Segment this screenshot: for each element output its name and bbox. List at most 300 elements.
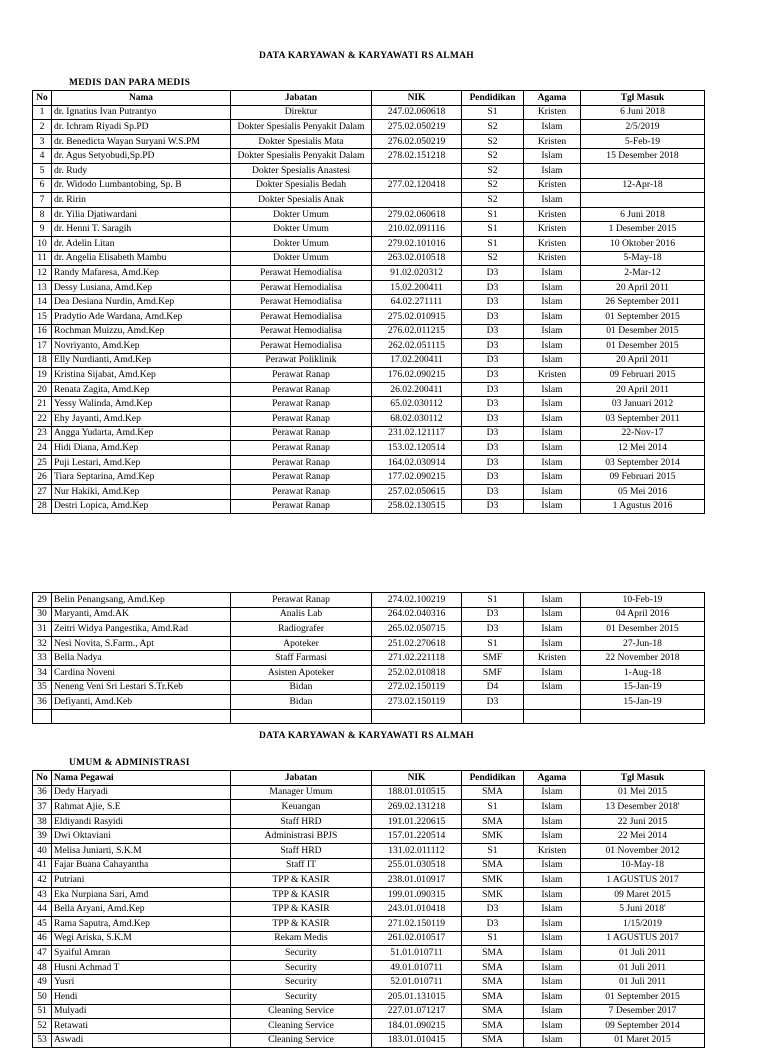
cell-nik: 231.02.121117 [372,426,462,441]
cell-no: 41 [33,858,52,873]
cell-nama: Bella Nadya [52,651,231,666]
cell-nama: Rahmat Ajie, S.E [52,800,231,815]
cell-pendidikan: S2 [462,149,524,164]
cell-agama: Islam [524,593,581,608]
cell-nik: 238.01.010917 [372,873,462,888]
cell-agama: Islam [524,1004,581,1019]
cell-nik: 276.02.011215 [372,324,462,339]
cell-jabatan: Administrasi BPJS [231,829,372,844]
table-row [33,368,705,383]
cell-pendidikan: S1 [462,843,524,858]
cell-no: 6 [33,178,52,193]
cell-nik: 258.02.130515 [372,499,462,514]
cell-jabatan: Perawat Hemodialisa [231,295,372,310]
cell-nik: 278.02.151218 [372,149,462,164]
table-row [33,309,705,324]
cell-nama: Bella Aryani, Amd.Kep [52,902,231,917]
cell-agama: Islam [524,339,581,354]
cell-nama: dr. Agus Setyobudi,Sp.PD [52,149,231,164]
cell-tgl-masuk: 01 Desember 2015 [581,622,705,637]
cell-no: 37 [33,800,52,815]
cell-no: 28 [33,499,52,514]
cell-no: 17 [33,339,52,354]
cell-nik: 131.02.011112 [372,843,462,858]
cell-tgl-masuk: 15-Jan-19 [581,680,705,695]
table-row [33,178,705,193]
table-row [33,382,705,397]
cell-nik [372,193,462,208]
col-header-jabatan: Jabatan [231,91,372,106]
cell-nama: Melisa Juniarti, S.K.M [52,843,231,858]
cell-nama: Eka Nurpiana Sari, Amd [52,887,231,902]
cell-pendidikan: D3 [462,339,524,354]
cell-jabatan: Perawat Hemodialisa [231,324,372,339]
cell-pendidikan: D3 [462,309,524,324]
cell-nama: dr. Rudy [52,163,231,178]
cell-jabatan: Perawat Ranap [231,485,372,500]
table-row [33,1019,705,1034]
cell-tgl-masuk: 10-May-18 [581,858,705,873]
cell-jabatan: Dokter Spesialis Bedah [231,178,372,193]
cell-pendidikan: SMF [462,665,524,680]
cell-tgl-masuk: 15 Desember 2018 [581,149,705,164]
cell-no: 27 [33,485,52,500]
cell-tgl-masuk: 05 Mei 2016 [581,485,705,500]
cell-agama [524,709,581,724]
cell-nik: 68.02.030112 [372,412,462,427]
cell-tgl-masuk: 27-Jun-18 [581,636,705,651]
cell-pendidikan: SMA [462,858,524,873]
cell-no: 13 [33,280,52,295]
cell-pendidikan: D3 [462,499,524,514]
cell-nama: Tiara Septarina, Amd.Kep [52,470,231,485]
cell-nama: Novriyanto, Amd.Kep [52,339,231,354]
cell-nama: Aswadi [52,1033,231,1048]
cell-tgl-masuk: 01 Juli 2011 [581,960,705,975]
cell-nik: 15.02.200411 [372,280,462,295]
cell-no: 2 [33,120,52,135]
cell-tgl-masuk: 22 Juni 2015 [581,814,705,829]
cell-pendidikan: S1 [462,105,524,120]
cell-agama: Kristen [524,368,581,383]
table-row [33,814,705,829]
cell-pendidikan: D3 [462,441,524,456]
table-row [33,222,705,237]
cell-jabatan: Dokter Spesialis Mata [231,134,372,149]
cell-agama: Islam [524,1033,581,1048]
cell-pendidikan: SMA [462,814,524,829]
table-row [33,931,705,946]
cell-no: 35 [33,680,52,695]
cell-jabatan: Dokter Spesialis Anak [231,193,372,208]
cell-pendidikan: SMA [462,1019,524,1034]
table-row [33,280,705,295]
cell-agama: Islam [524,397,581,412]
cell-jabatan: Perawat Ranap [231,593,372,608]
cell-pendidikan: D3 [462,412,524,427]
cell-nik: 279.02.060618 [372,207,462,222]
cell-no: 4 [33,149,52,164]
col-header-nama: Nama [52,91,231,106]
cell-nik: 276.02.050219 [372,134,462,149]
cell-nama: Belin Penangsang, Amd.Kep [52,593,231,608]
cell-nama: dr. Henni T. Saragih [52,222,231,237]
cell-tgl-masuk: 04 April 2016 [581,607,705,622]
table-row [33,916,705,931]
cell-tgl-masuk: 20 April 2011 [581,280,705,295]
cell-jabatan: Perawat Ranap [231,382,372,397]
cell-pendidikan: S1 [462,593,524,608]
cell-agama: Islam [524,989,581,1004]
cell-tgl-masuk: 12 Mei 2014 [581,441,705,456]
cell-nama: dr. Ririn [52,193,231,208]
cell-nama: Rama Saputra, Amd.Kep [52,916,231,931]
table-row [33,902,705,917]
cell-nik: 188.01.010515 [372,785,462,800]
cell-nik: 199.01.090315 [372,887,462,902]
cell-jabatan: Perawat Ranap [231,368,372,383]
cell-agama: Islam [524,324,581,339]
cell-agama: Islam [524,1019,581,1034]
cell-nik: 64.02.271111 [372,295,462,310]
cell-tgl-masuk: 01 November 2012 [581,843,705,858]
cell-agama: Islam [524,829,581,844]
cell-pendidikan: S2 [462,193,524,208]
cell-no: 22 [33,412,52,427]
table-row [33,665,705,680]
cell-agama: Islam [524,426,581,441]
cell-tgl-masuk: 01 Juli 2011 [581,946,705,961]
cell-nama: Zeitri Widya Pangestika, Amd.Rad [52,622,231,637]
cell-agama: Kristen [524,105,581,120]
cell-no: 24 [33,441,52,456]
cell-nik: 17.02.200411 [372,353,462,368]
cell-no [33,709,52,724]
cell-agama: Islam [524,665,581,680]
cell-nik: 227.01.071217 [372,1004,462,1019]
cell-no: 40 [33,843,52,858]
cell-nama: Renata Zagita, Amd.Kep [52,382,231,397]
cell-nama: Retawati [52,1019,231,1034]
cell-agama: Islam [524,455,581,470]
cell-pendidikan: S2 [462,120,524,135]
cell-jabatan: Cleaning Service [231,1033,372,1048]
col-header-tgl-masuk: Tgl Masuk [581,771,705,786]
table-row [33,1033,705,1048]
cell-nama: Yusri [52,975,231,990]
cell-jabatan: Rekam Medis [231,931,372,946]
cell-pendidikan: SMA [462,1004,524,1019]
cell-no: 45 [33,916,52,931]
cell-agama: Islam [524,485,581,500]
cell-nama: Pradytio Ade Wardana, Amd.Kep [52,309,231,324]
cell-nama: Destri Lopica, Amd.Kep [52,499,231,514]
cell-agama: Islam [524,931,581,946]
cell-jabatan: Dokter Umum [231,222,372,237]
cell-jabatan: Security [231,975,372,990]
cell-no: 10 [33,236,52,251]
cell-no: 36 [33,695,52,710]
cell-no: 1 [33,105,52,120]
cell-nik: 262.02.051115 [372,339,462,354]
cell-pendidikan: D3 [462,455,524,470]
cell-nama: Wegi Ariska, S.K.M [52,931,231,946]
table-row [33,843,705,858]
cell-nik: 247.02.060618 [372,105,462,120]
cell-jabatan: Bidan [231,680,372,695]
table-row [33,105,705,120]
cell-tgl-masuk: 22 Mei 2014 [581,829,705,844]
cell-nama: Dea Desiana Nurdin, Amd.Kep [52,295,231,310]
cell-tgl-masuk: 5-May-18 [581,251,705,266]
table-row [33,295,705,310]
table-row [33,441,705,456]
col-header-pendidikan: Pendidikan [462,771,524,786]
cell-pendidikan: D3 [462,382,524,397]
cell-agama: Kristen [524,134,581,149]
cell-jabatan: Security [231,989,372,1004]
cell-tgl-masuk: 22-Nov-17 [581,426,705,441]
table-row [33,975,705,990]
table-header-row [33,91,705,106]
cell-no: 21 [33,397,52,412]
cell-pendidikan: S1 [462,236,524,251]
cell-jabatan: Dokter Spesialis Penyakit Dalam [231,120,372,135]
cell-tgl-masuk: 03 September 2011 [581,412,705,427]
cell-jabatan: TPP & KASIR [231,902,372,917]
cell-agama: Islam [524,680,581,695]
col-header-agama: Agama [524,771,581,786]
cell-tgl-masuk: 20 April 2011 [581,382,705,397]
cell-agama: Islam [524,916,581,931]
cell-agama: Islam [524,470,581,485]
cell-pendidikan: D3 [462,695,524,710]
table-row [33,636,705,651]
cell-pendidikan: D3 [462,280,524,295]
table-row [33,607,705,622]
cell-no: 26 [33,470,52,485]
cell-tgl-masuk: 6 Juni 2018 [581,207,705,222]
cell-jabatan: Asisten Apoteker [231,665,372,680]
cell-jabatan: TPP & KASIR [231,916,372,931]
cell-pendidikan: D3 [462,397,524,412]
cell-agama: Islam [524,946,581,961]
cell-agama: Kristen [524,178,581,193]
cell-nama: Angga Yudarta, Amd.Kep [52,426,231,441]
cell-tgl-masuk: 03 September 2014 [581,455,705,470]
cell-tgl-masuk: 01 Desember 2015 [581,324,705,339]
cell-nama: Mulyadi [52,1004,231,1019]
cell-tgl-masuk: 10-Feb-19 [581,593,705,608]
cell-agama: Islam [524,441,581,456]
cell-nik: 277.02.120418 [372,178,462,193]
cell-nik: 261.02.010517 [372,931,462,946]
cell-nama: dr. Angelia Elisabeth Mambu [52,251,231,266]
cell-pendidikan: D3 [462,426,524,441]
cell-nama: Rochman Muizzu, Amd.Kep [52,324,231,339]
cell-agama [524,695,581,710]
cell-tgl-masuk: 10 Oktober 2016 [581,236,705,251]
col-header-nik: NIK [372,771,462,786]
cell-no: 14 [33,295,52,310]
table-row [33,651,705,666]
cell-agama: Islam [524,193,581,208]
cell-pendidikan: D3 [462,470,524,485]
cell-tgl-masuk: 09 Februari 2015 [581,368,705,383]
cell-tgl-masuk: 1/15/2019 [581,916,705,931]
cell-tgl-masuk: 20 April 2011 [581,353,705,368]
cell-tgl-masuk: 09 Maret 2015 [581,887,705,902]
cell-nik: 243.01.010418 [372,902,462,917]
cell-jabatan: Analis Lab [231,607,372,622]
cell-agama: Islam [524,607,581,622]
cell-tgl-masuk: 1 AGUSTUS 2017 [581,931,705,946]
cell-tgl-masuk: 1-Aug-18 [581,665,705,680]
cell-tgl-masuk: 01 Maret 2015 [581,1033,705,1048]
cell-nama: dr. Ignatius Ivan Putrantyo [52,105,231,120]
cell-nama: Dedy Haryadi [52,785,231,800]
cell-jabatan: Security [231,960,372,975]
cell-nik: 177.02.090215 [372,470,462,485]
cell-no: 44 [33,902,52,917]
col-header-nik: NIK [372,91,462,106]
cell-tgl-masuk: 01 Mei 2015 [581,785,705,800]
cell-agama: Islam [524,353,581,368]
table-row [33,149,705,164]
cell-no: 50 [33,989,52,1004]
cell-no: 15 [33,309,52,324]
cell-no: 18 [33,353,52,368]
cell-jabatan: Keuangan [231,800,372,815]
medis-table [32,90,705,514]
cell-pendidikan: SMA [462,1033,524,1048]
cell-nama: dr. Ichram Riyadi Sp.PD [52,120,231,135]
cell-nik: 153.02.120514 [372,441,462,456]
cell-nama: Neneng Veni Sri Lestari S.Tr.Keb [52,680,231,695]
cell-nik: 205.01.131015 [372,989,462,1004]
cell-tgl-masuk: 01 Desember 2015 [581,339,705,354]
cell-nik: 271.02.150119 [372,916,462,931]
cell-pendidikan: D3 [462,353,524,368]
table-row [33,353,705,368]
cell-nama [52,709,231,724]
cell-jabatan: Manager Umum [231,785,372,800]
table-row [33,989,705,1004]
cell-no: 25 [33,455,52,470]
cell-nik: 275.02.010915 [372,309,462,324]
cell-nik: 265.02.050715 [372,622,462,637]
cell-pendidikan: SMK [462,829,524,844]
cell-jabatan: Perawat Hemodialisa [231,309,372,324]
cell-jabatan: Security [231,946,372,961]
cell-nik: 191.01.220615 [372,814,462,829]
cell-pendidikan: SMA [462,946,524,961]
cell-no: 46 [33,931,52,946]
cell-nik: 183.01.010415 [372,1033,462,1048]
section2-title: DATA KARYAWAN & KARYAWATI RS ALMAH [259,731,474,741]
cell-nama: Eldiyandi Rasyidi [52,814,231,829]
cell-pendidikan: D3 [462,916,524,931]
cell-nama: Yessy Walinda, Amd.Kep [52,397,231,412]
cell-pendidikan: SMK [462,887,524,902]
cell-nik: 251.02.270618 [372,636,462,651]
cell-pendidikan: D3 [462,324,524,339]
col-header-nama-pegawai: Nama Pegawai [52,771,231,786]
cell-nama: Ehy Jayanti, Amd.Kep [52,412,231,427]
cell-agama: Islam [524,412,581,427]
table-row [33,426,705,441]
cell-no: 23 [33,426,52,441]
cell-no: 33 [33,651,52,666]
cell-pendidikan: S1 [462,207,524,222]
umum-table [32,770,705,1048]
cell-agama: Islam [524,382,581,397]
table-row [33,339,705,354]
cell-nik [372,709,462,724]
cell-tgl-masuk: 03 Januari 2012 [581,397,705,412]
table-row [33,120,705,135]
cell-pendidikan: SMA [462,975,524,990]
cell-no: 19 [33,368,52,383]
cell-no: 53 [33,1033,52,1048]
cell-no: 36 [33,785,52,800]
cell-pendidikan: S1 [462,636,524,651]
cell-agama: Islam [524,149,581,164]
cell-pendidikan: SMK [462,873,524,888]
table-row [33,134,705,149]
cell-nik: 52.01.010711 [372,975,462,990]
cell-jabatan: Dokter Umum [231,251,372,266]
cell-tgl-masuk: 01 September 2015 [581,309,705,324]
cell-tgl-masuk: 2-Mar-12 [581,266,705,281]
cell-tgl-masuk: 26 September 2011 [581,295,705,310]
cell-no: 34 [33,665,52,680]
cell-no: 7 [33,193,52,208]
cell-nik: 274.02.100219 [372,593,462,608]
cell-pendidikan: D3 [462,902,524,917]
cell-agama: Islam [524,163,581,178]
cell-tgl-masuk: 09 September 2014 [581,1019,705,1034]
table-row [33,499,705,514]
cell-agama: Islam [524,622,581,637]
cell-jabatan: Perawat Poliklinik [231,353,372,368]
cell-pendidikan: SMA [462,960,524,975]
table-row [33,412,705,427]
cell-agama: Kristen [524,236,581,251]
table-row [33,887,705,902]
table-row [33,785,705,800]
cell-nama: Defiyanti, Amd.Keb [52,695,231,710]
cell-jabatan: Bidan [231,695,372,710]
table-row [33,946,705,961]
cell-jabatan: Perawat Ranap [231,412,372,427]
cell-tgl-masuk: 5-Feb-19 [581,134,705,149]
cell-nik: 210.02.091116 [372,222,462,237]
cell-nama: Dessy Lusiana, Amd.Kep [52,280,231,295]
cell-nama: Nesi Novita, S.Farm., Apt [52,636,231,651]
cell-pendidikan: D3 [462,622,524,637]
table-row [33,207,705,222]
cell-jabatan: Staff HRD [231,814,372,829]
cell-jabatan: Staff HRD [231,843,372,858]
cell-agama: Islam [524,902,581,917]
cell-tgl-masuk: 1 AGUSTUS 2017 [581,873,705,888]
table-row [33,622,705,637]
table-row [33,680,705,695]
cell-nik: 157.01.220514 [372,829,462,844]
table-row [33,266,705,281]
cell-no: 12 [33,266,52,281]
